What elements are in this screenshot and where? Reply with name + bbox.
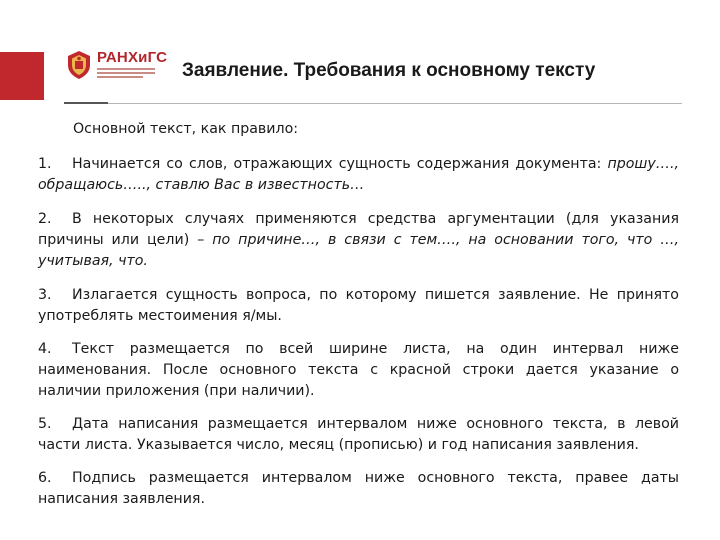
list-item (38, 468, 679, 510)
item-number: 3. (38, 287, 52, 303)
item-text: Текст размещается по всей ширине листа, на один интервал ниже наименования. После основного текста с красной строки дается указание о наличии приложения (при наличии). (38, 341, 679, 399)
logo-text-block (97, 50, 167, 80)
item-number: 2. (38, 211, 52, 227)
list-item (38, 285, 679, 327)
item-italic-text: по причине…, в связи с тем…., на основании того, что …, учитывая, что. (38, 232, 679, 269)
header-divider (64, 103, 682, 104)
item-italic-text: прошу…., обращаюсь….., ставлю Вас в известность… (38, 156, 679, 193)
header-divider-accent (64, 102, 108, 104)
ranepa-logo (66, 49, 196, 81)
item-number: 4. (38, 341, 52, 357)
requirements-list (38, 154, 679, 510)
item-text: Подпись размещается интервалом ниже основного текста, правее даты написания заявления. (38, 470, 679, 507)
item-text: Начинается со слов, отражающих сущность содержания документа: (72, 156, 602, 172)
list-item (38, 414, 679, 456)
item-text: В некоторых случаях применяются средства аргументации (для указания причины или цели) – (38, 211, 679, 248)
page-title: Заявление. Требования к основному тексту (182, 60, 596, 81)
intro-text: Основной текст, как правило: (73, 121, 299, 137)
accent-bar (0, 52, 44, 100)
list-item (38, 209, 679, 272)
item-text: Дата написания размещается интервалом ниже основного текста, в левой части листа. Указывается число, месяц (прописью) и год написания заявления. (38, 416, 679, 453)
logo-subtitle-lines (97, 68, 167, 80)
item-text: Излагается сущность вопроса, по которому пишется заявление. Не принято употреблять местоимения я/мы. (38, 287, 679, 324)
list-item (38, 339, 679, 402)
logo-wordmark: РАНХиГС (97, 49, 168, 66)
item-number: 6. (38, 470, 52, 486)
item-number: 5. (38, 416, 52, 432)
item-number: 1. (38, 156, 52, 172)
list-item (38, 154, 679, 196)
emblem-icon (66, 50, 92, 80)
